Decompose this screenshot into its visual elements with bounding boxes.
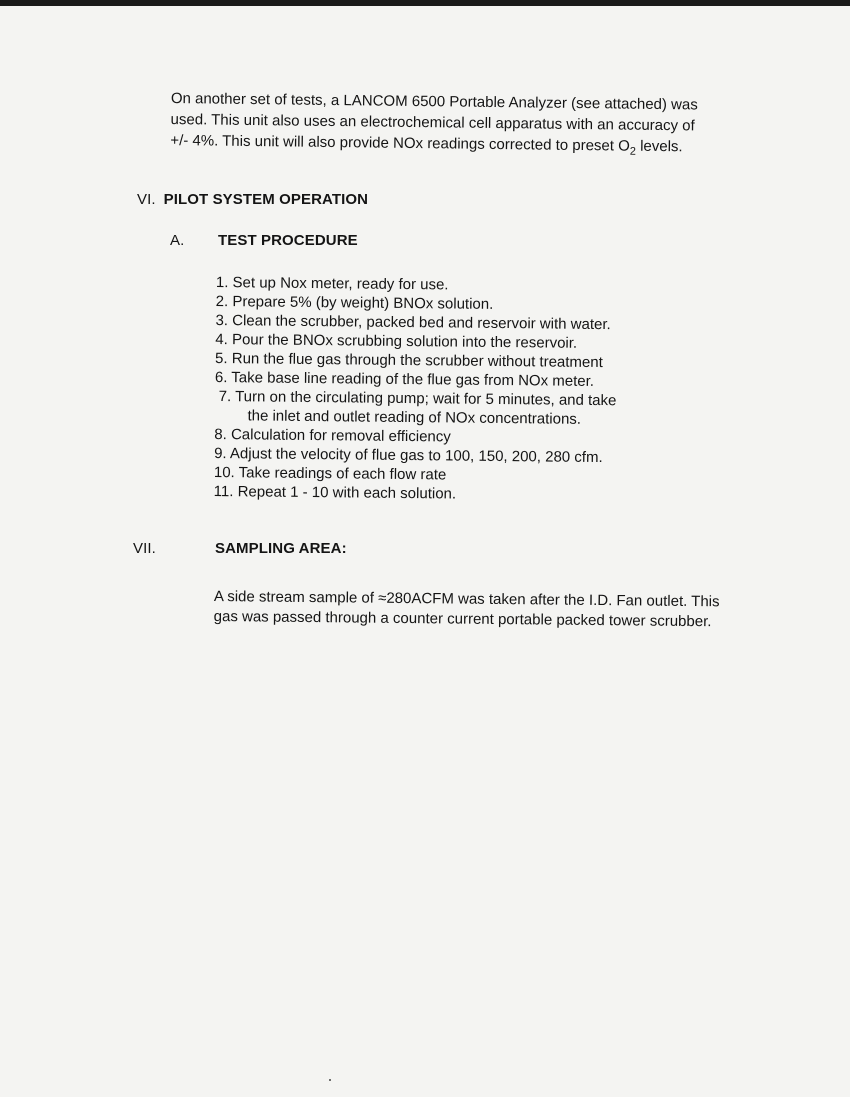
scan-speck bbox=[329, 1079, 331, 1081]
procedure-step: 5. Run the flue gas through the scrubber without treatment bbox=[215, 349, 603, 372]
section-number: VI. bbox=[137, 191, 156, 208]
procedure-step: 7. Turn on the circulating pump; wait for 5 minutes, and take the inlet and outlet reading of NOx concentrations. bbox=[218, 388, 617, 428]
section-title: PILOT SYSTEM OPERATION bbox=[163, 191, 369, 208]
procedure-step: 9. Adjust the velocity of flue gas to 100, 150, 200, 280 cfm. bbox=[214, 444, 603, 467]
procedure-step: 6. Take base line reading of the flue gas from NOx meter. bbox=[214, 368, 595, 390]
procedure-step-continuation: the inlet and outlet reading of NOx concentrations. bbox=[247, 407, 582, 428]
intro-subscript: 2 bbox=[629, 145, 636, 158]
subsection-heading-a bbox=[170, 232, 358, 249]
section-number: VII. bbox=[133, 540, 156, 557]
intro-tail: levels. bbox=[635, 137, 683, 156]
procedure-steps-list bbox=[214, 273, 736, 506]
section-heading-vi bbox=[137, 191, 368, 208]
procedure-step: 8. Calculation for removal efficiency bbox=[214, 425, 451, 446]
subsection-title: TEST PROCEDURE bbox=[218, 232, 358, 249]
procedure-step: 3. Clean the scrubber, packed bed and reservoir with water. bbox=[215, 311, 611, 334]
procedure-step: 2. Prepare 5% (by weight) BNOx solution. bbox=[215, 292, 494, 313]
intro-paragraph bbox=[170, 88, 716, 164]
subsection-letter: A. bbox=[170, 232, 185, 249]
intro-text: On another set of tests, a LANCOM 6500 Portable Analyzer (see attached) was used. This unit also uses an electrochemical cell apparatus with an accuracy of +/- 4%. This unit will also provide NOx readings corrected to preset O bbox=[170, 89, 698, 155]
section-heading-vii bbox=[133, 540, 347, 557]
section-title: SAMPLING AREA: bbox=[215, 540, 347, 557]
procedure-step: 1. Set up Nox meter, ready for use. bbox=[215, 273, 449, 294]
procedure-step: 4. Pour the BNOx scrubbing solution into the reservoir. bbox=[215, 330, 578, 352]
sampling-text: A side stream sample of ≈280ACFM was taken after the I.D. Fan outlet. This gas was passed through a counter current portable packed tower scrubber. bbox=[213, 587, 720, 631]
procedure-step: 11. Repeat 1 - 10 with each solution. bbox=[213, 482, 457, 503]
procedure-step: 10. Take readings of each flow rate bbox=[213, 463, 447, 484]
sampling-paragraph bbox=[214, 587, 734, 632]
